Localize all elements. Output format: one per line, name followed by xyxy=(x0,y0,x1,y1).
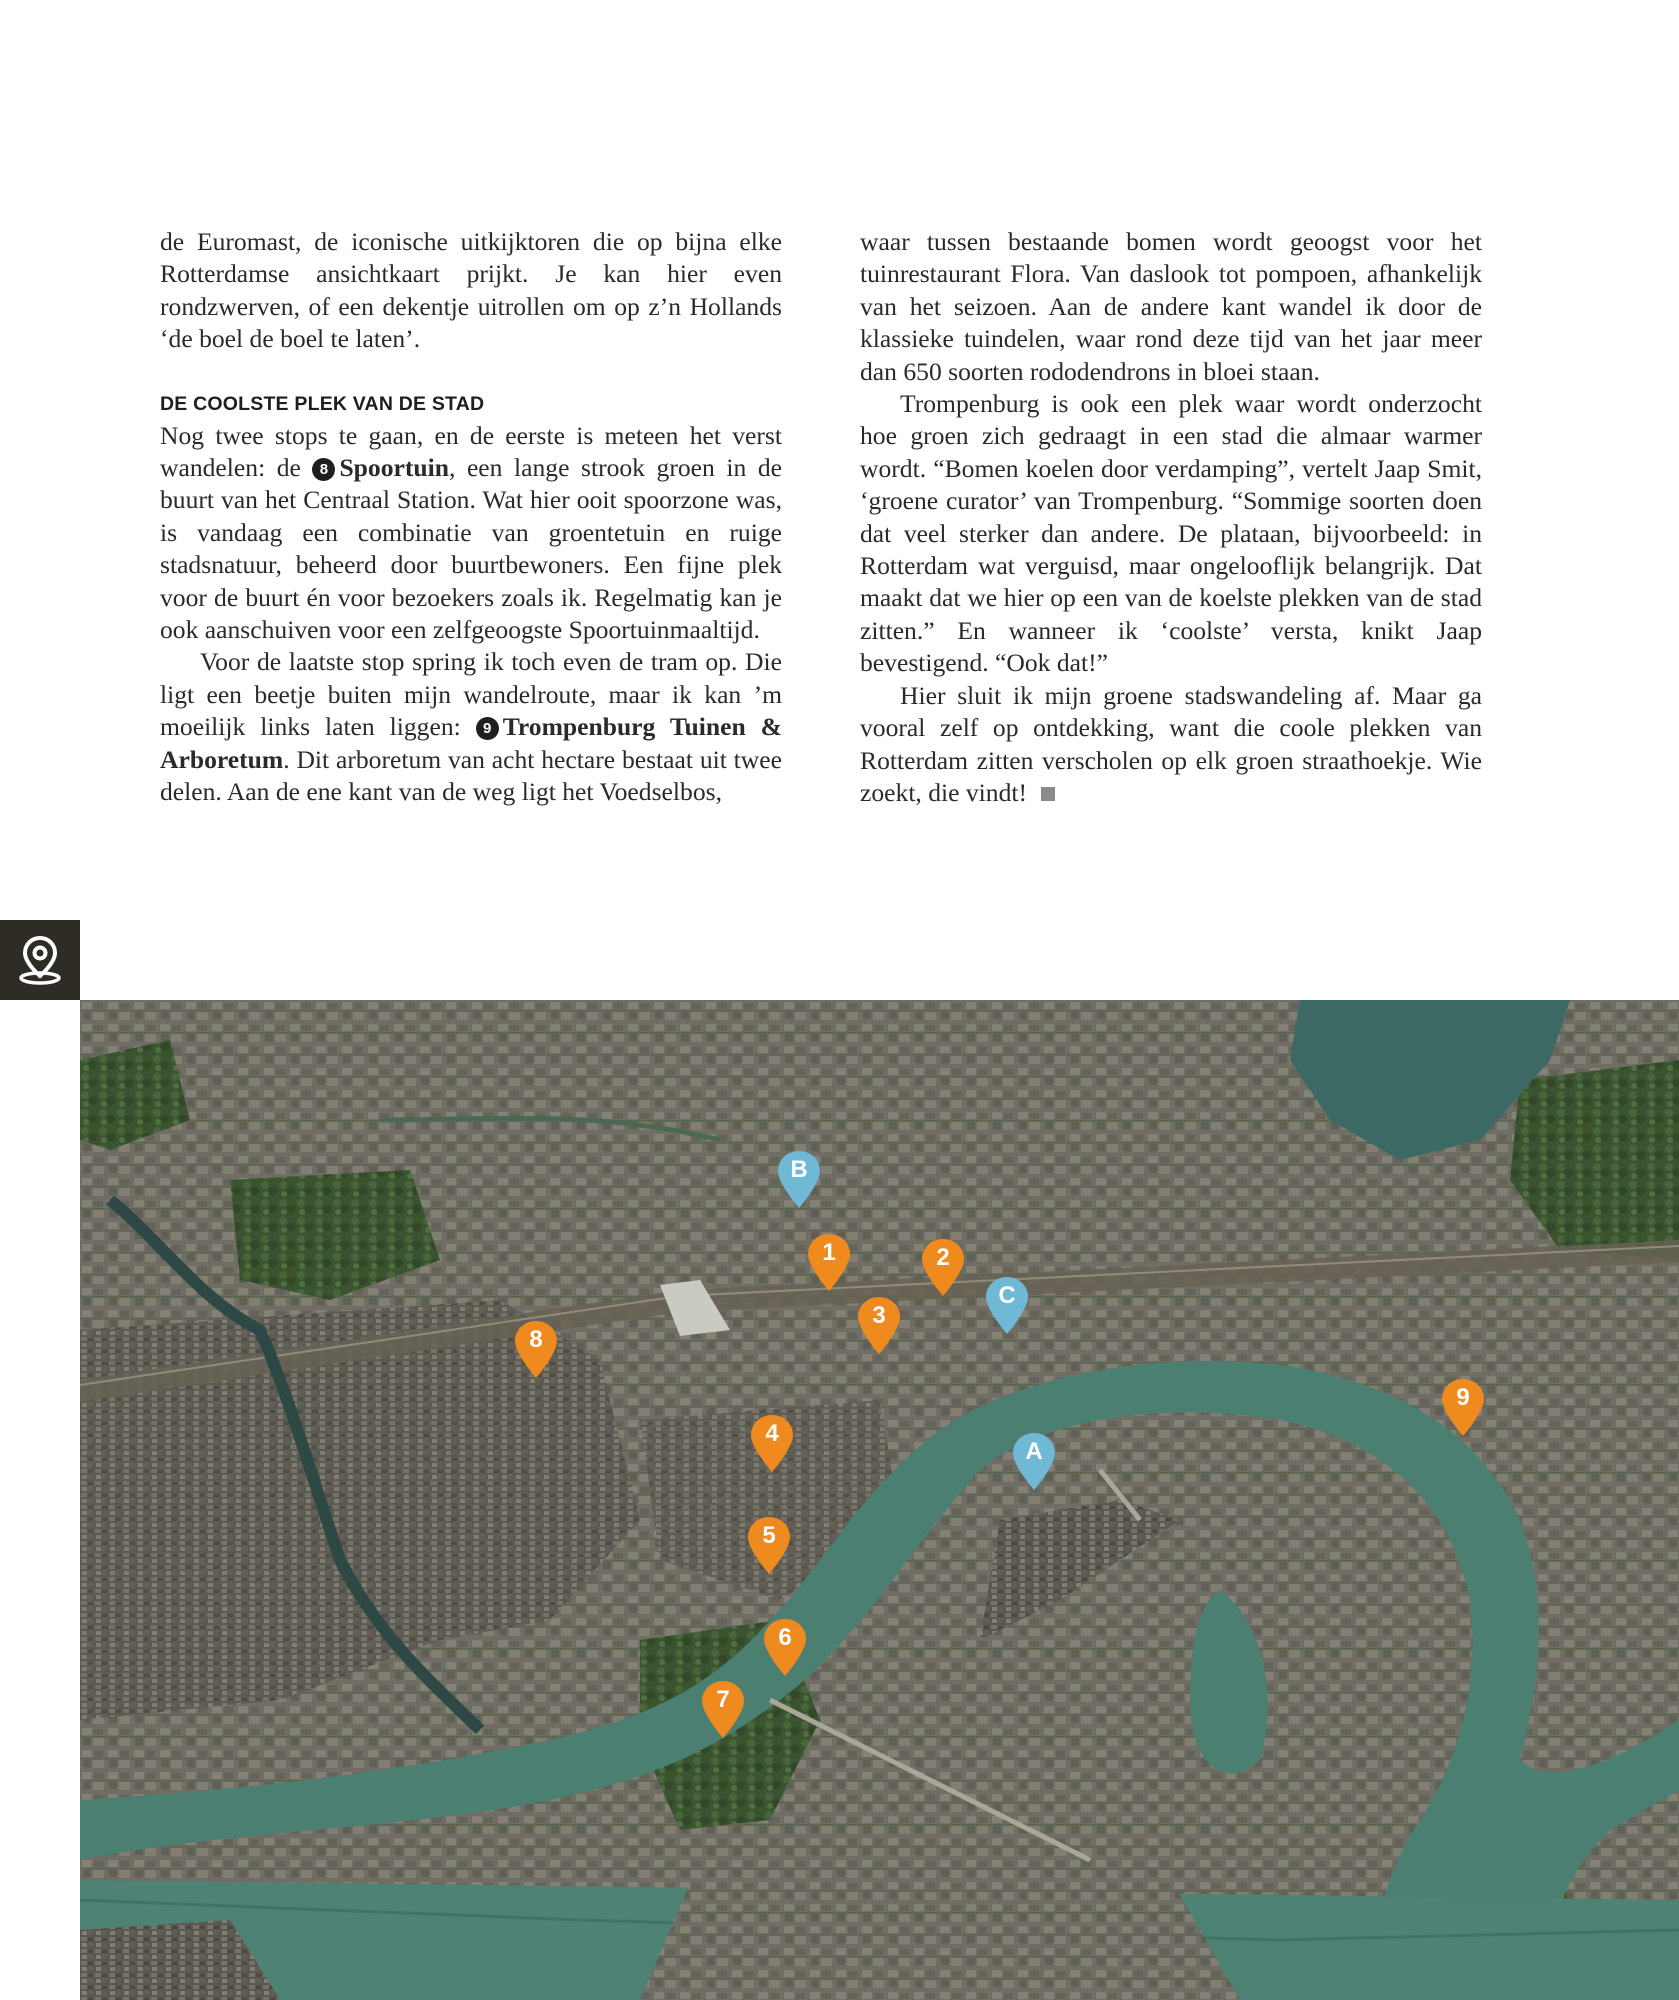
stop-number-badge: 9 xyxy=(476,717,499,740)
marker-label: 8 xyxy=(529,1326,543,1353)
map-marker[interactable] xyxy=(746,1516,792,1576)
marker-label: 4 xyxy=(765,1420,779,1447)
map-background xyxy=(80,1000,1679,2000)
paragraph-text: . Dit arboretum van acht hectare bestaat uit twee delen. Aan de ene kant van de weg ligt het Voedselbos, xyxy=(160,744,782,807)
marker-label: 2 xyxy=(936,1244,950,1271)
paragraph-text: Nog twee stops te gaan, en de eerste is meteen het verst wandelen: de xyxy=(160,420,782,483)
marker-label: A xyxy=(1025,1438,1043,1465)
marker-label: C xyxy=(998,1282,1016,1309)
stop-number-badge: 8 xyxy=(312,458,335,481)
marker-label: 3 xyxy=(872,1302,886,1329)
end-mark xyxy=(1041,787,1055,801)
paragraph: de Euromast, de iconische uitkijktoren die op bijna elke Rotterdamse ansichtkaart prijkt. Je kan hier even rondzwerven, of een dekentje uitrollen om op z’n Hollands ‘de boel de boel te laten’. xyxy=(160,227,782,354)
marker-label: 9 xyxy=(1456,1384,1470,1411)
satellite-map xyxy=(80,1000,1679,2000)
place-name: Spoortuin xyxy=(339,453,449,483)
paragraph-text: Hier sluit ik mijn groene stadswandeling af. Maar ga vooral zelf op ontdekking, want die coole plekken van Rotterdam zitten verscholen op elk groen straathoekje. Wie zoekt, die vindt! xyxy=(860,680,1482,807)
marker-label: 6 xyxy=(778,1624,792,1651)
article-column-right xyxy=(860,226,1482,809)
paragraph-text: Voor de laatste stop spring ik toch even de tram op. Die ligt een beetje buiten mijn wandelroute, maar ik kan ’m moeilijk links laten liggen: xyxy=(160,647,782,742)
location-tab xyxy=(0,920,80,1000)
place-name: Trompenburg Tuinen & Arboretum xyxy=(160,712,782,774)
location-pin-icon xyxy=(17,934,63,986)
map-marker[interactable] xyxy=(762,1618,808,1678)
map-marker[interactable] xyxy=(513,1320,559,1380)
map-marker[interactable] xyxy=(1011,1432,1057,1492)
paragraph-text: , een lange strook groen in de buurt van het Centraal Station. Wat hier ooit spoorzone was, is vandaag een combinatie van groentetuin en ruige stadsnatuur, beheerd door buurtbewoners. Een fijne plek voor de buurt én voor bezoekers zoals ik. Regelmatig kan je ook aanschuiven voor een zelfgeoogste Spoortuinmaaltijd. xyxy=(160,453,782,645)
marker-label: 1 xyxy=(822,1239,836,1266)
map-marker[interactable] xyxy=(856,1296,902,1356)
map-marker[interactable] xyxy=(806,1233,852,1293)
marker-label: 7 xyxy=(716,1686,730,1713)
map-marker[interactable] xyxy=(984,1276,1030,1336)
map-marker[interactable] xyxy=(776,1150,822,1210)
map-marker[interactable] xyxy=(920,1238,966,1298)
map-marker[interactable] xyxy=(749,1414,795,1474)
paragraph: Trompenburg is ook een plek waar wordt onderzocht hoe groen zich gedraagt in een stad die almaar warmer wordt. “Bomen koelen door verdamping”, vertelt Jaap Smit, ‘groene curator’ van Trompenburg. “Sommige soorten doen dat veel sterker dan andere. De plataan, bijvoorbeeld: in Rotterdam wat verguisd, maar ongelooflijk belangrijk. Dat maakt dat we hier op een van de koelste plekken van de stad zitten.” En wanneer ik ‘coolste’ versta, knikt Jaap bevestigend. “Ook dat!” xyxy=(860,389,1482,678)
paragraph xyxy=(860,680,1482,810)
section-heading: DE COOLSTE PLEK VAN DE STAD xyxy=(160,392,485,415)
paragraph xyxy=(160,420,782,647)
marker-label: B xyxy=(790,1156,808,1183)
marker-label: 5 xyxy=(762,1522,776,1549)
map-marker[interactable] xyxy=(1440,1378,1486,1438)
paragraph xyxy=(160,646,782,808)
article-column-left xyxy=(160,226,782,809)
paragraph: waar tussen bestaande bomen wordt geoogst voor het tuinrestaurant Flora. Van daslook tot pompoen, afhankelijk van het seizoen. Aan de andere kant wandel ik door de klassieke tuindelen, waar rond deze tijd van het jaar meer dan 650 soorten rododendrons in bloei staan. xyxy=(860,227,1482,386)
map-marker[interactable] xyxy=(700,1680,746,1740)
